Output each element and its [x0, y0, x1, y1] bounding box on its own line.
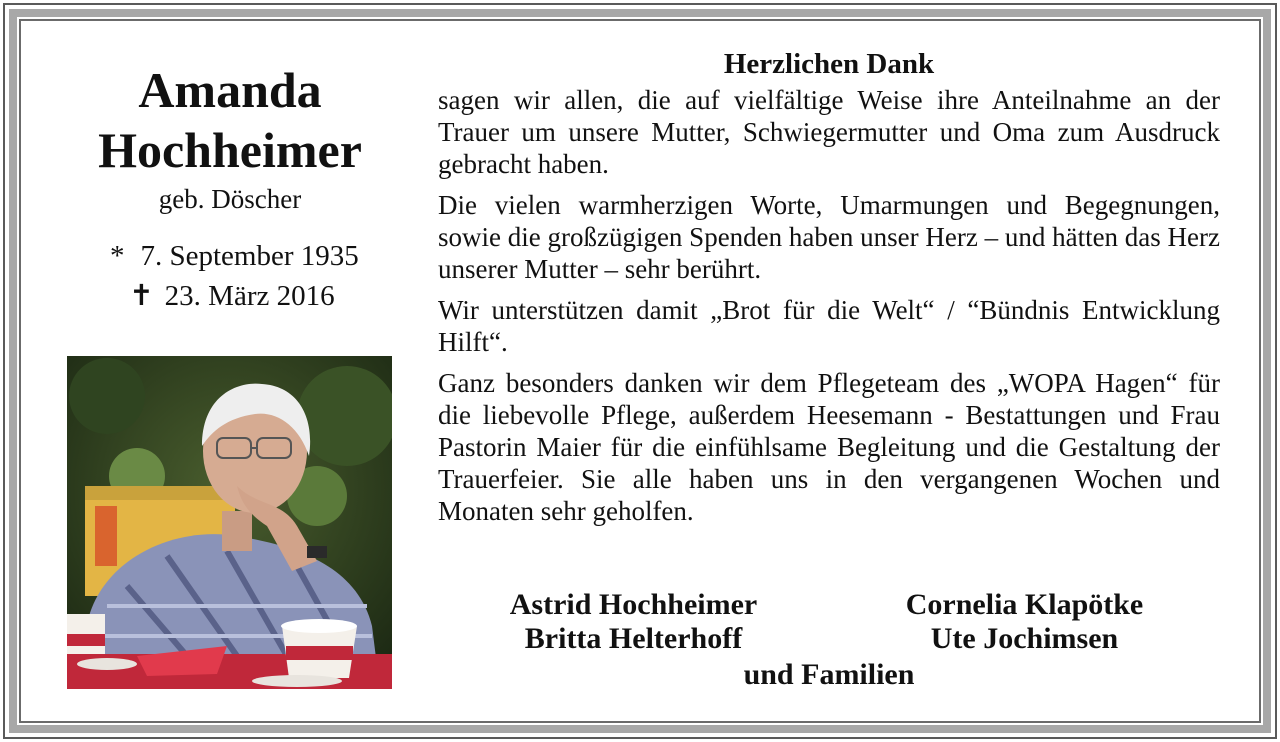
name-last: Hochheimer	[98, 122, 362, 178]
signatures	[438, 588, 1220, 693]
paragraph: Wir unterstützen damit „Brot für die Welt“ / “Bündnis Entwicklung Hilft“.	[438, 295, 1220, 357]
signature-name: Astrid Hochheimer	[509, 588, 758, 621]
death-date-line	[40, 276, 420, 316]
birth-name: geb. Döscher	[158, 184, 302, 214]
signature-closing: und Familien	[743, 658, 915, 691]
portrait-photo	[67, 356, 392, 689]
signature-name: Ute Jochimsen	[930, 622, 1119, 655]
signature-row	[438, 588, 1220, 622]
thank-you-text	[438, 46, 1220, 536]
signature-name: Britta Helterhoff	[524, 622, 743, 655]
name-first: Amanda	[138, 62, 322, 118]
cross-icon: ✝	[129, 280, 154, 312]
heading: Herzlichen Dank	[723, 48, 935, 80]
life-dates	[40, 236, 420, 316]
paragraph: Ganz besonders danken wir dem Pflegeteam des „WOPA Hagen“ für die liebevolle Pflege, außerdem Heesemann - Bestattungen und Frau Pastorin Maier für die einfühlsame Begleitung und die Gestaltung der Trauerfeier. Sie alle haben uns in den vergangenen Wochen und Monaten sehr geholfen.	[438, 368, 1220, 526]
deceased-info	[40, 60, 420, 316]
birth-date-line	[40, 236, 420, 276]
signature-name: Cornelia Klapötke	[905, 588, 1144, 621]
paragraph: sagen wir allen, die auf vielfältige Weise ihre Anteilnahme an der Trauer um unsere Mutter, Schwiegermutter und Oma zum Ausdruck gebracht haben.	[438, 85, 1220, 179]
born-symbol: *	[109, 240, 125, 272]
signature-row	[438, 622, 1220, 656]
paragraph: Die vielen warmherzigen Worte, Umarmungen und Begegnungen, sowie die großzügigen Spenden haben unser Herz – und hätten das Herz unserer Mutter – sehr berührt.	[438, 190, 1220, 284]
birth-date: 7. September 1935	[140, 240, 359, 272]
death-date: 23. März 2016	[164, 280, 335, 312]
